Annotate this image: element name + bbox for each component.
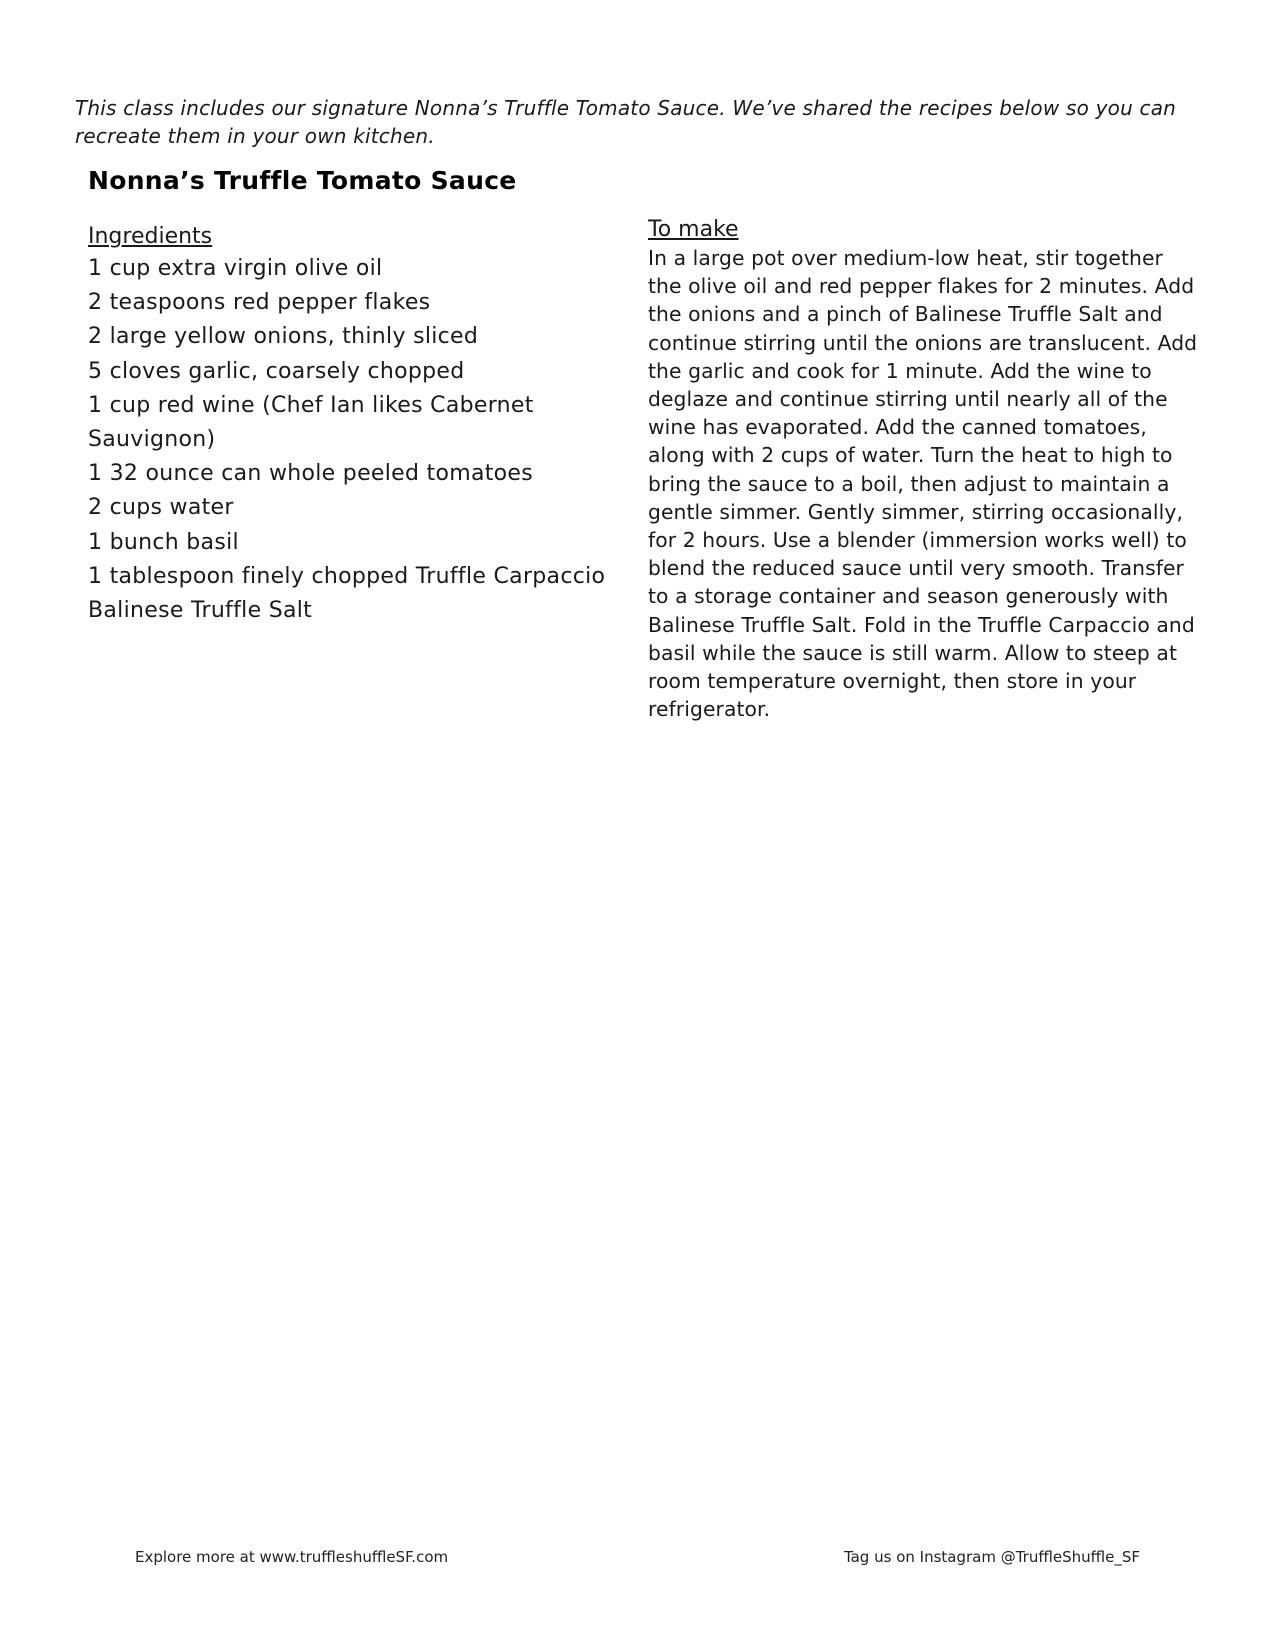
method-section (648, 216, 1203, 723)
ingredient-item: 1 tablespoon finely chopped Truffle Carpaccio (88, 563, 606, 589)
ingredients-heading: Ingredients (88, 224, 213, 249)
ingredient-item: 1 cup extra virgin olive oil (88, 256, 383, 281)
intro-text: This class includes our signature Nonna’s Truffle Tomato Sauce. We’ve shared the recipes below so you can recreate them in your own kitchen. (75, 96, 1177, 148)
footer-website: Explore more at www.truffleshuffleSF.com (135, 1548, 449, 1566)
ingredient-item: 2 cups water (88, 495, 234, 521)
ingredient-item: 1 cup red wine (Chef Ian likes Cabernet Sauvignon) (88, 392, 534, 453)
ingredient-item: 1 32 ounce can whole peeled tomatoes (88, 461, 534, 487)
ingredient-list (88, 252, 608, 628)
ingredient-item: 2 large yellow onions, thinly sliced (88, 324, 479, 350)
ingredient-item: 1 bunch basil (88, 529, 239, 555)
ingredient-item: 5 cloves garlic, coarsely chopped (88, 358, 465, 384)
ingredients-section (88, 222, 608, 628)
ingredient-item: Balinese Truffle Salt (88, 598, 313, 624)
method-heading: To make (648, 217, 739, 242)
recipe-title: Nonna’s Truffle Tomato Sauce (88, 166, 517, 195)
method-text: In a large pot over medium-low heat, stir together the olive oil and red pepper flakes for 2 minutes. Add the onions and a pinch of Balinese Truffle Salt and continue stirring until the onions are translucent. Add the garlic and cook for 1 minute. Add the wine to deglaze and continue stirring until nearly all of the wine has evaporated. Add the canned tomatoes, along with 2 cups of water. Turn the heat to high to bring the sauce to a boil, then adjust to maintain a gentle simmer. Gently simmer, stirring occasionally, for 2 hours. Use a blender (immersion works well) to blend the reduced sauce until very smooth. Transfer to a storage container and season generously with Balinese Truffle Salt. Fold in the Truffle Carpaccio and basil while the sauce is still warm. Allow to steep at room temperature overnight, then store in your refrigerator. (648, 246, 1198, 722)
ingredient-item: 2 teaspoons red pepper flakes (88, 290, 431, 316)
footer-instagram: Tag us on Instagram @TruffleShuffle_SF (843, 1548, 1140, 1566)
